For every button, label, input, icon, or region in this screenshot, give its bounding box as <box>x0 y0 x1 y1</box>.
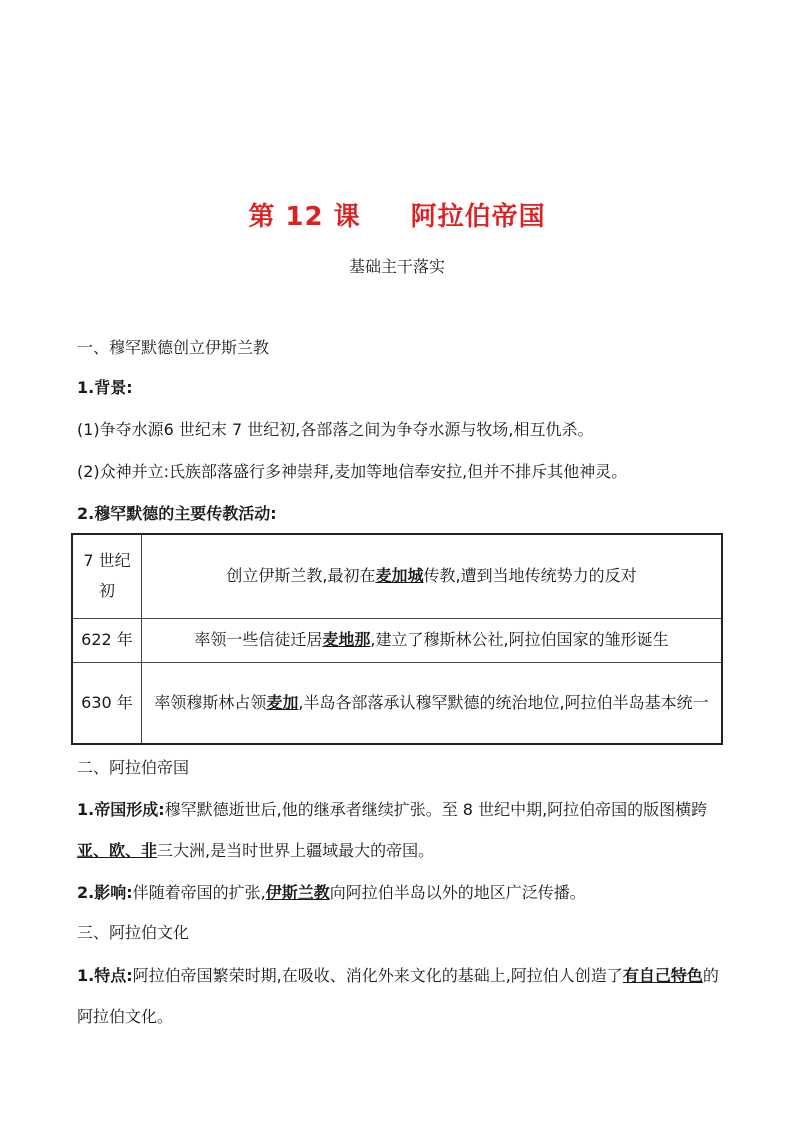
features-text: 阿拉伯帝国繁荣时期,在吸收、消化外来文化的基础上,阿拉伯人创造了 <box>132 966 623 985</box>
section2-heading: 二、阿拉伯帝国 <box>77 758 190 777</box>
influence-label: 2.影响: <box>77 883 133 902</box>
background-item-2: (2)众神并立:氏族部落盛行多神崇拜,麦加等地信奉安拉,但并不排斥其他神灵。 <box>77 462 628 481</box>
table-year: 622 年 <box>72 618 142 662</box>
table-event <box>142 662 723 744</box>
event-text: 率领穆斯林占领 <box>154 692 267 712</box>
lesson-number: 第 12 课 <box>248 202 361 232</box>
empire-formation <box>77 789 727 871</box>
lesson-name: 阿拉伯帝国 <box>410 202 546 232</box>
event-text: ,建立了穆斯林公社,阿拉伯国家的雏形诞生 <box>370 630 669 649</box>
event-text: ,半岛各部落承认穆罕默德的统治地位,阿拉伯半岛基本统一 <box>298 692 709 712</box>
influence-keyword: 伊斯兰教 <box>265 883 330 902</box>
culture-features <box>77 955 727 1037</box>
table-row <box>72 618 722 662</box>
table-row <box>72 534 722 618</box>
formation-keyword: 亚、欧、非 <box>77 841 158 860</box>
features-text-end: 的阿拉伯文化。 <box>77 966 719 1026</box>
event-keyword: 麦加 <box>266 692 299 712</box>
background-label: 1.背景: <box>77 378 133 397</box>
event-keyword: 麦加城 <box>375 566 424 586</box>
page-subtitle: 基础主干落实 <box>348 257 445 276</box>
features-label: 1.特点: <box>77 966 133 985</box>
influence-text-end: 向阿拉伯半岛以外的地区广泛传播。 <box>329 883 586 902</box>
table-year: 630 年 <box>72 662 142 744</box>
event-text: 传教,遭到当地传统势力的反对 <box>423 566 637 586</box>
table-year: 7 世纪初 <box>72 534 142 618</box>
formation-text: 穆罕默德逝世后,他的继承者继续扩张。至 8 世纪中期,阿拉伯帝国的版图横跨 <box>164 800 708 819</box>
section1-heading: 一、穆罕默德创立伊斯兰教 <box>77 338 270 357</box>
influence-text: 伴随着帝国的扩张, <box>132 883 266 902</box>
table-event <box>142 534 723 618</box>
event-text: 率领一些信徒迁居 <box>194 630 323 649</box>
event-keyword: 麦地那 <box>322 630 371 649</box>
activities-table <box>71 533 723 745</box>
features-keyword: 有自己特色 <box>622 966 703 985</box>
activities-label: 2.穆罕默德的主要传教活动: <box>77 504 277 523</box>
formation-text-end: 三大洲,是当时世界上疆域最大的帝国。 <box>157 841 435 860</box>
event-text: 创立伊斯兰教,最初在 <box>226 566 376 586</box>
background-item-1: (1)争夺水源6 世纪末 7 世纪初,各部落之间为争夺水源与牧场,相互仇杀。 <box>77 420 594 439</box>
formation-label: 1.帝国形成: <box>77 800 165 819</box>
page-title <box>0 196 794 233</box>
section3-heading: 三、阿拉伯文化 <box>77 923 190 942</box>
table-event <box>142 618 723 662</box>
table-row <box>72 662 722 744</box>
empire-influence <box>77 883 727 903</box>
